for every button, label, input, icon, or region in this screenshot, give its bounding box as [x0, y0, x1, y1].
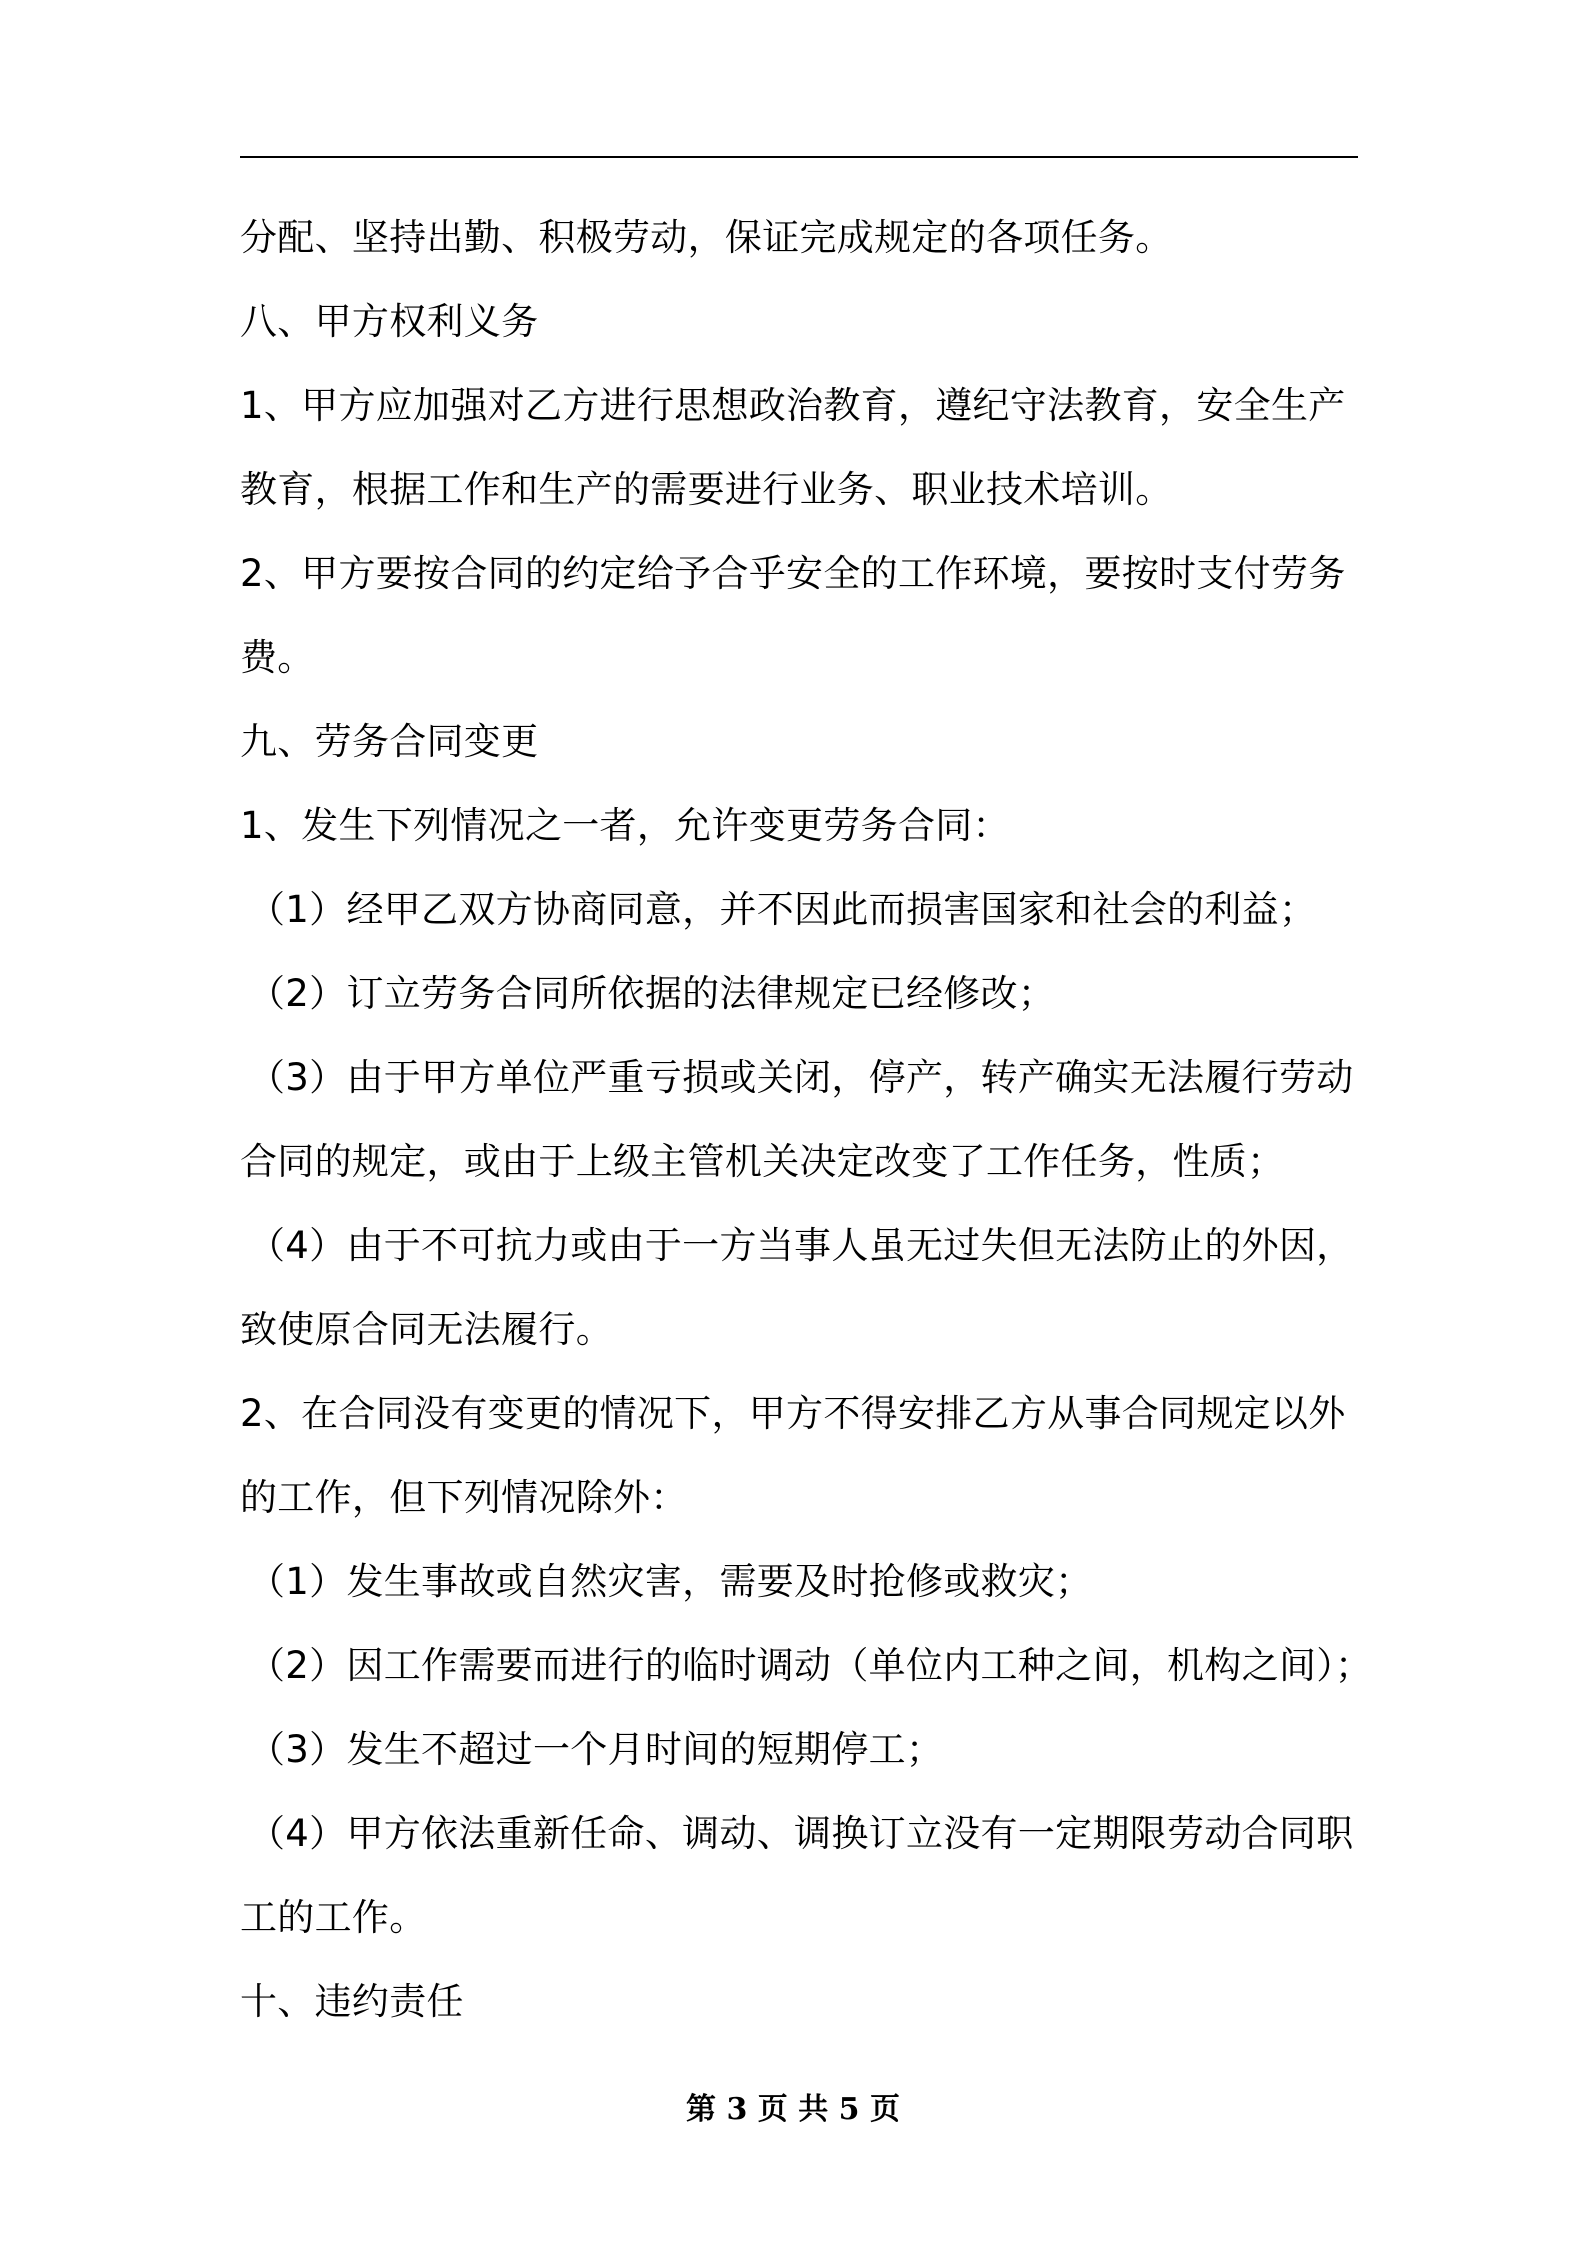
text-line: 2、在合同没有变更的情况下，甲方不得安排乙方从事合同规定以外	[240, 1392, 1346, 1435]
page-number-footer: 第 3 页 共 5 页	[686, 2092, 900, 2127]
section-heading-8: 八、甲方权利义务	[240, 300, 539, 343]
list-item: （3）由于甲方单位严重亏损或关闭，停产，转产确实无法履行劳动	[248, 1056, 1354, 1099]
text-line: 费。	[240, 636, 315, 679]
list-item: （1）经甲乙双方协商同意，并不因此而损害国家和社会的利益；	[248, 888, 1317, 931]
list-item: （1）发生事故或自然灾害，需要及时抢修或救灾；	[248, 1560, 1093, 1603]
text-line: 分配、坚持出勤、积极劳动，保证完成规定的各项任务。	[240, 216, 1173, 259]
text-line: 1、甲方应加强对乙方进行思想政治教育，遵纪守法教育，安全生产	[240, 384, 1346, 427]
list-item: （2）订立劳务合同所依据的法律规定已经修改；	[248, 972, 1056, 1015]
list-item: （4）甲方依法重新任命、调动、调换订立没有一定期限劳动合同职	[248, 1812, 1354, 1855]
text-line: 工的工作。	[240, 1896, 427, 1939]
text-line: 致使原合同无法履行。	[240, 1308, 613, 1351]
text-line: 1、发生下列情况之一者，允许变更劳务合同：	[240, 804, 1010, 847]
text-line: 合同的规定，或由于上级主管机关决定改变了工作任务，性质；	[240, 1140, 1285, 1183]
text-line: 的工作，但下列情况除外：	[240, 1476, 688, 1519]
text-line: 教育，根据工作和生产的需要进行业务、职业技术培训。	[240, 468, 1173, 511]
document-body	[240, 196, 1373, 2044]
list-item: （3）发生不超过一个月时间的短期停工；	[248, 1728, 944, 1771]
text-line: 2、甲方要按合同的约定给予合乎安全的工作环境，要按时支付劳务	[240, 552, 1346, 595]
section-heading-10: 十、违约责任	[240, 1980, 464, 2023]
section-heading-9: 九、劳务合同变更	[240, 720, 539, 763]
list-item: （4）由于不可抗力或由于一方当事人虽无过失但无法防止的外因，	[248, 1224, 1354, 1267]
list-item: （2）因工作需要而进行的临时调动（单位内工种之间，机构之间）；	[248, 1644, 1373, 1687]
header-rule	[240, 156, 1358, 158]
